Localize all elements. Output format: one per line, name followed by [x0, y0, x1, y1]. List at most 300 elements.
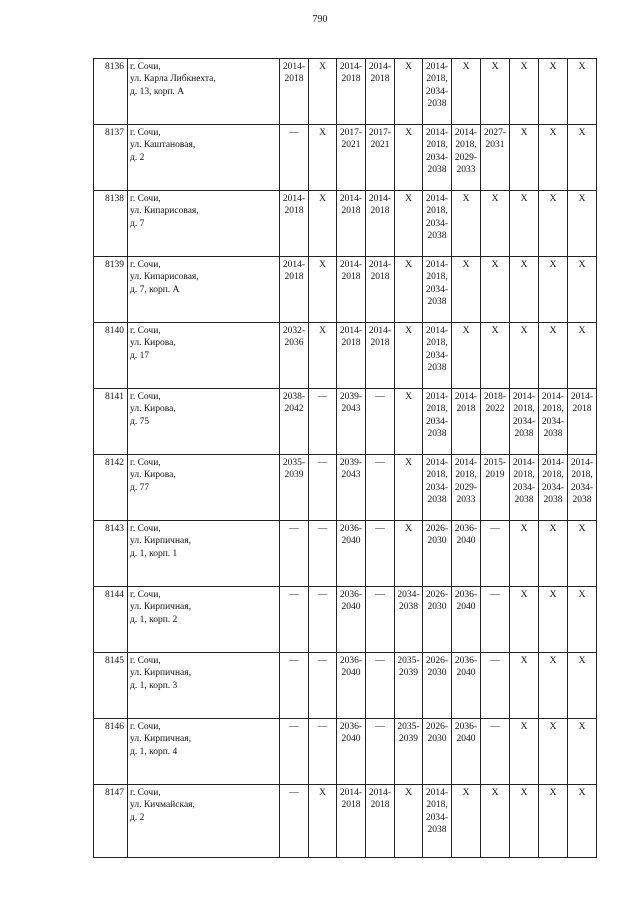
period-cell [337, 323, 366, 389]
period-cell [395, 719, 423, 785]
period-line: 2038 [427, 296, 447, 307]
address-line: г. Сочи, [130, 590, 161, 600]
address-cell [128, 323, 280, 389]
period-line: Х [578, 524, 586, 534]
period-line: 2043 [341, 470, 361, 481]
period-cell [337, 785, 366, 858]
period-cell [539, 191, 568, 257]
period-cell [366, 521, 395, 587]
period-line: 2039 [399, 668, 418, 679]
period-line: 2014- [570, 458, 594, 468]
period-line: 2038 [427, 824, 447, 835]
period-line: 2038 [514, 494, 534, 505]
address-line: ул. Кипарисовая, [130, 206, 199, 217]
period-line: 2018, [426, 74, 448, 85]
address-line: д. 13, корп. А [130, 86, 185, 97]
period-line: 2043 [341, 404, 361, 415]
period-cell [481, 257, 510, 323]
period-cell [568, 719, 597, 785]
period-cell [423, 653, 452, 719]
row-number-cell: 8137 [94, 125, 128, 191]
period-line: 2014- [541, 392, 565, 402]
period-cell [568, 59, 597, 125]
period-cell [423, 323, 452, 389]
address-line: г. Сочи, [130, 722, 161, 732]
row-number-cell: 8143 [94, 521, 128, 587]
period-cell [280, 125, 309, 191]
period-cell [510, 653, 539, 719]
period-cell [510, 323, 539, 389]
period-cell [395, 191, 423, 257]
table-row [94, 257, 597, 323]
period-line: 2014- [368, 326, 392, 336]
period-line: Х [578, 128, 586, 138]
period-line: 2034- [425, 812, 449, 823]
period-line: 2014- [454, 128, 478, 138]
address-line: д. 7 [130, 218, 145, 229]
period-cell [337, 521, 366, 587]
period-line: Х [405, 326, 412, 336]
period-line: Х [549, 524, 557, 534]
row-number-cell: 8140 [94, 323, 128, 389]
period-line: Х [549, 128, 557, 138]
period-cell [366, 587, 395, 653]
period-line: Х [578, 62, 586, 72]
period-cell [481, 521, 510, 587]
period-line: — [317, 458, 328, 468]
period-line: 2018, [513, 404, 535, 415]
period-line: Х [520, 326, 528, 336]
address-line: ул. Кичмайская, [130, 800, 195, 811]
period-line: 2034- [425, 284, 449, 295]
period-cell [337, 257, 366, 323]
address-line: г. Сочи, [130, 392, 161, 402]
period-cell [452, 455, 481, 521]
period-line: 2014- [339, 194, 363, 204]
period-cell [539, 785, 568, 858]
period-line: Х [491, 788, 499, 798]
period-cell [539, 323, 568, 389]
period-cell [423, 257, 452, 323]
period-cell [510, 455, 539, 521]
period-line: 2034- [425, 482, 449, 493]
address-line: ул. Кирова, [130, 338, 176, 349]
period-line: 2034- [425, 218, 449, 229]
period-line: 2038 [543, 428, 563, 439]
period-cell [452, 587, 481, 653]
table-row [94, 191, 597, 257]
period-line: Х [405, 260, 412, 270]
period-line: Х [520, 656, 528, 666]
period-cell [395, 653, 423, 719]
period-line: 2038 [543, 494, 563, 505]
period-cell [395, 257, 423, 323]
period-line: 2018, [426, 338, 448, 349]
period-line: 2038 [427, 428, 447, 439]
row-number-cell: 8139 [94, 257, 128, 323]
row-number-cell: 8138 [94, 191, 128, 257]
period-cell [481, 653, 510, 719]
period-line: 2039 [284, 470, 304, 481]
table-row [94, 587, 597, 653]
address-line: д. 1, корп. 1 [130, 548, 178, 559]
period-cell [481, 59, 510, 125]
period-line: Х [405, 62, 412, 72]
period-line: 2031 [485, 140, 505, 151]
period-line: 2018, [426, 404, 448, 415]
address-cell [128, 785, 280, 858]
period-cell [337, 125, 366, 191]
period-cell [309, 323, 337, 389]
address-line: г. Сочи, [130, 788, 161, 798]
period-cell [423, 191, 452, 257]
period-line: Х [520, 524, 528, 534]
period-line: 2040 [456, 536, 476, 547]
period-line: 2040 [341, 536, 361, 547]
period-line: 2026- [425, 590, 449, 600]
period-line: 2018, [571, 470, 593, 481]
period-cell [280, 587, 309, 653]
period-line: Х [520, 260, 528, 270]
period-cell [337, 59, 366, 125]
period-line: 2014- [454, 392, 478, 402]
period-line: 2014- [425, 458, 449, 468]
address-cell [128, 719, 280, 785]
address-line: д. 1, корп. 2 [130, 614, 178, 625]
table-row [94, 389, 597, 455]
period-line: 2038 [427, 98, 447, 109]
period-cell [423, 389, 452, 455]
address-line: ул. Кирпичная, [130, 734, 191, 745]
period-line: — [375, 392, 385, 402]
period-cell [481, 323, 510, 389]
period-line: 2021 [370, 140, 390, 151]
period-line: — [317, 722, 328, 732]
period-cell [539, 59, 568, 125]
period-line: 2036- [339, 722, 363, 732]
period-line: 2018 [341, 338, 361, 349]
period-cell [568, 323, 597, 389]
period-line: 2014- [512, 392, 536, 402]
period-cell [309, 257, 337, 323]
period-line: Х [405, 194, 412, 204]
period-line: 2014- [425, 788, 449, 798]
period-line: 2014- [425, 128, 449, 138]
row-number-cell: 8144 [94, 587, 128, 653]
period-line: Х [549, 62, 557, 72]
period-cell [568, 785, 597, 858]
period-line: 2018 [456, 404, 476, 415]
period-line: Х [319, 260, 326, 270]
period-line: 2040 [341, 602, 361, 613]
period-line: 2018 [370, 800, 390, 811]
period-line: 2014- [425, 194, 449, 204]
period-line: Х [319, 788, 326, 798]
period-cell [539, 455, 568, 521]
period-line: 2014- [541, 458, 565, 468]
period-line: 2018 [284, 272, 304, 283]
period-line: 2014- [425, 326, 449, 336]
period-line: — [289, 590, 299, 600]
period-cell [280, 323, 309, 389]
period-line: Х [319, 326, 326, 336]
period-cell [481, 719, 510, 785]
period-cell [481, 125, 510, 191]
period-line: 2035- [397, 656, 420, 666]
table-row [94, 521, 597, 587]
period-cell [366, 719, 395, 785]
period-cell [423, 785, 452, 858]
period-cell [337, 389, 366, 455]
period-cell [568, 125, 597, 191]
period-line: Х [405, 524, 412, 534]
period-line: 2030 [427, 734, 447, 745]
table-row [94, 59, 597, 125]
period-cell [452, 785, 481, 858]
address-line: д. 77 [130, 482, 150, 493]
address-line: д. 2 [130, 152, 145, 163]
table-row [94, 785, 597, 858]
period-line: Х [578, 722, 586, 732]
period-line: Х [549, 722, 557, 732]
period-line: 2029- [454, 152, 478, 163]
period-line: 2039- [339, 392, 363, 402]
period-line: 2014- [282, 194, 306, 204]
period-line: Х [520, 62, 528, 72]
period-line: Х [520, 788, 528, 798]
period-line: 2021 [341, 140, 361, 151]
period-line: — [317, 392, 328, 402]
period-line: 2036- [339, 656, 363, 666]
period-line: 2030 [427, 602, 447, 613]
period-line: 2018 [341, 206, 361, 217]
period-cell [568, 653, 597, 719]
period-line: 2018 [370, 206, 390, 217]
period-line: — [289, 788, 299, 798]
period-line: — [375, 590, 385, 600]
period-cell [337, 455, 366, 521]
period-line: 2038- [282, 392, 306, 402]
address-line: д. 1, корп. 4 [130, 746, 178, 757]
period-line: 2014- [368, 194, 392, 204]
period-line: Х [491, 260, 499, 270]
address-line: д. 1, корп. 3 [130, 680, 178, 691]
row-number-cell: 8147 [94, 785, 128, 858]
period-cell [423, 521, 452, 587]
period-line: Х [462, 260, 470, 270]
period-cell [510, 587, 539, 653]
period-cell [510, 257, 539, 323]
period-cell [510, 719, 539, 785]
period-line: 2036- [339, 590, 363, 600]
period-line: Х [462, 788, 470, 798]
period-cell [510, 125, 539, 191]
period-cell [395, 455, 423, 521]
period-line: — [317, 656, 328, 666]
address-line: ул. Кирпичная, [130, 536, 191, 547]
period-line: Х [549, 590, 557, 600]
period-line: 2014- [425, 260, 449, 270]
address-line: г. Сочи, [130, 194, 161, 204]
period-cell [366, 191, 395, 257]
period-cell [510, 521, 539, 587]
period-line: 2018 [341, 74, 361, 85]
period-line: Х [462, 194, 470, 204]
period-line: 2030 [427, 668, 447, 679]
period-cell [366, 125, 395, 191]
period-line: — [375, 656, 385, 666]
period-line: — [490, 656, 500, 666]
address-line: д. 7, корп. А [130, 284, 180, 295]
period-line: 2014- [512, 458, 536, 468]
period-line: 2034- [425, 152, 449, 163]
period-line: Х [491, 194, 499, 204]
period-line: 2040 [456, 602, 476, 613]
period-cell [568, 455, 597, 521]
period-line: Х [549, 788, 557, 798]
period-line: Х [405, 788, 412, 798]
period-line: 2040 [341, 668, 361, 679]
period-line: 2014- [454, 458, 478, 468]
period-line: — [375, 524, 385, 534]
period-line: Х [319, 194, 326, 204]
table-row [94, 455, 597, 521]
address-cell [128, 191, 280, 257]
address-line: д. 75 [130, 416, 150, 427]
period-cell [452, 521, 481, 587]
period-cell [395, 59, 423, 125]
address-cell [128, 521, 280, 587]
address-line: ул. Карла Либкнехта, [130, 74, 216, 85]
period-line: 2014- [570, 392, 594, 402]
period-line: 2042 [284, 404, 304, 415]
period-line: 2018, [426, 470, 448, 481]
address-cell [128, 455, 280, 521]
period-cell [510, 191, 539, 257]
period-line: Х [405, 128, 412, 138]
period-line: 2018 [370, 272, 390, 283]
address-cell [128, 59, 280, 125]
period-line: 2029- [454, 482, 478, 493]
period-line: Х [491, 326, 499, 336]
period-cell [366, 389, 395, 455]
period-line: 2014- [282, 260, 306, 270]
period-line: 2030 [427, 536, 447, 547]
period-line: 2018 [370, 74, 390, 85]
row-number-cell: 8142 [94, 455, 128, 521]
period-line: Х [462, 62, 470, 72]
period-line: 2034- [512, 416, 536, 427]
period-line: Х [520, 590, 528, 600]
row-number-cell: 8145 [94, 653, 128, 719]
period-cell [539, 257, 568, 323]
period-line: 2018, [426, 206, 448, 217]
address-cell [128, 389, 280, 455]
period-cell [366, 257, 395, 323]
period-cell [568, 257, 597, 323]
period-line: 2038 [399, 602, 418, 613]
period-line: — [375, 458, 385, 468]
period-line: — [375, 722, 385, 732]
period-line: Х [578, 656, 586, 666]
period-cell [366, 785, 395, 858]
period-line: Х [549, 326, 557, 336]
period-line: 2038 [572, 494, 592, 505]
address-line: ул. Каштановая, [130, 140, 196, 151]
period-cell [481, 587, 510, 653]
period-cell [423, 455, 452, 521]
period-cell [337, 587, 366, 653]
period-cell [280, 653, 309, 719]
period-line: 2034- [541, 416, 565, 427]
period-line: 2034- [425, 350, 449, 361]
period-line: 2036- [339, 524, 363, 534]
period-line: 2036 [284, 338, 304, 349]
period-cell [481, 389, 510, 455]
row-number-cell: 8146 [94, 719, 128, 785]
period-line: 2018, [426, 140, 448, 151]
period-cell [280, 521, 309, 587]
period-line: 2039 [399, 734, 418, 745]
period-cell [309, 389, 337, 455]
period-line: 2018 [341, 800, 361, 811]
address-line: г. Сочи, [130, 524, 161, 534]
row-number-cell: 8136 [94, 59, 128, 125]
period-line: 2018 [284, 206, 304, 217]
period-line: 2018, [455, 140, 477, 151]
period-line: 2038 [427, 230, 447, 241]
period-line: — [490, 524, 500, 534]
period-cell [452, 719, 481, 785]
period-line: Х [549, 194, 557, 204]
period-line: Х [319, 62, 326, 72]
period-line: — [490, 722, 500, 732]
period-line: — [289, 722, 299, 732]
period-cell [452, 191, 481, 257]
period-line: — [289, 524, 299, 534]
period-line: 2017- [339, 128, 363, 138]
period-line: 2034- [541, 482, 565, 493]
period-cell [395, 521, 423, 587]
period-cell [366, 59, 395, 125]
period-line: 2014- [282, 62, 306, 72]
period-cell [452, 653, 481, 719]
period-line: 2027- [483, 128, 507, 138]
period-line: 2038 [427, 164, 447, 175]
period-cell [510, 389, 539, 455]
period-line: 2022 [485, 404, 505, 415]
period-line: 2033 [456, 164, 476, 175]
period-cell [337, 191, 366, 257]
period-line: Х [578, 194, 586, 204]
period-cell [568, 521, 597, 587]
period-line: 2038 [427, 362, 447, 373]
period-line: Х [578, 326, 586, 336]
period-line: 2034- [512, 482, 536, 493]
period-cell [309, 653, 337, 719]
row-number-cell: 8141 [94, 389, 128, 455]
period-cell [309, 191, 337, 257]
schedule-table [93, 58, 597, 858]
address-cell [128, 587, 280, 653]
period-line: 2038 [427, 494, 447, 505]
period-line: 2014- [425, 392, 449, 402]
period-line: Х [520, 128, 528, 138]
period-cell [280, 719, 309, 785]
table-row [94, 653, 597, 719]
period-line: — [490, 590, 500, 600]
period-cell [539, 719, 568, 785]
